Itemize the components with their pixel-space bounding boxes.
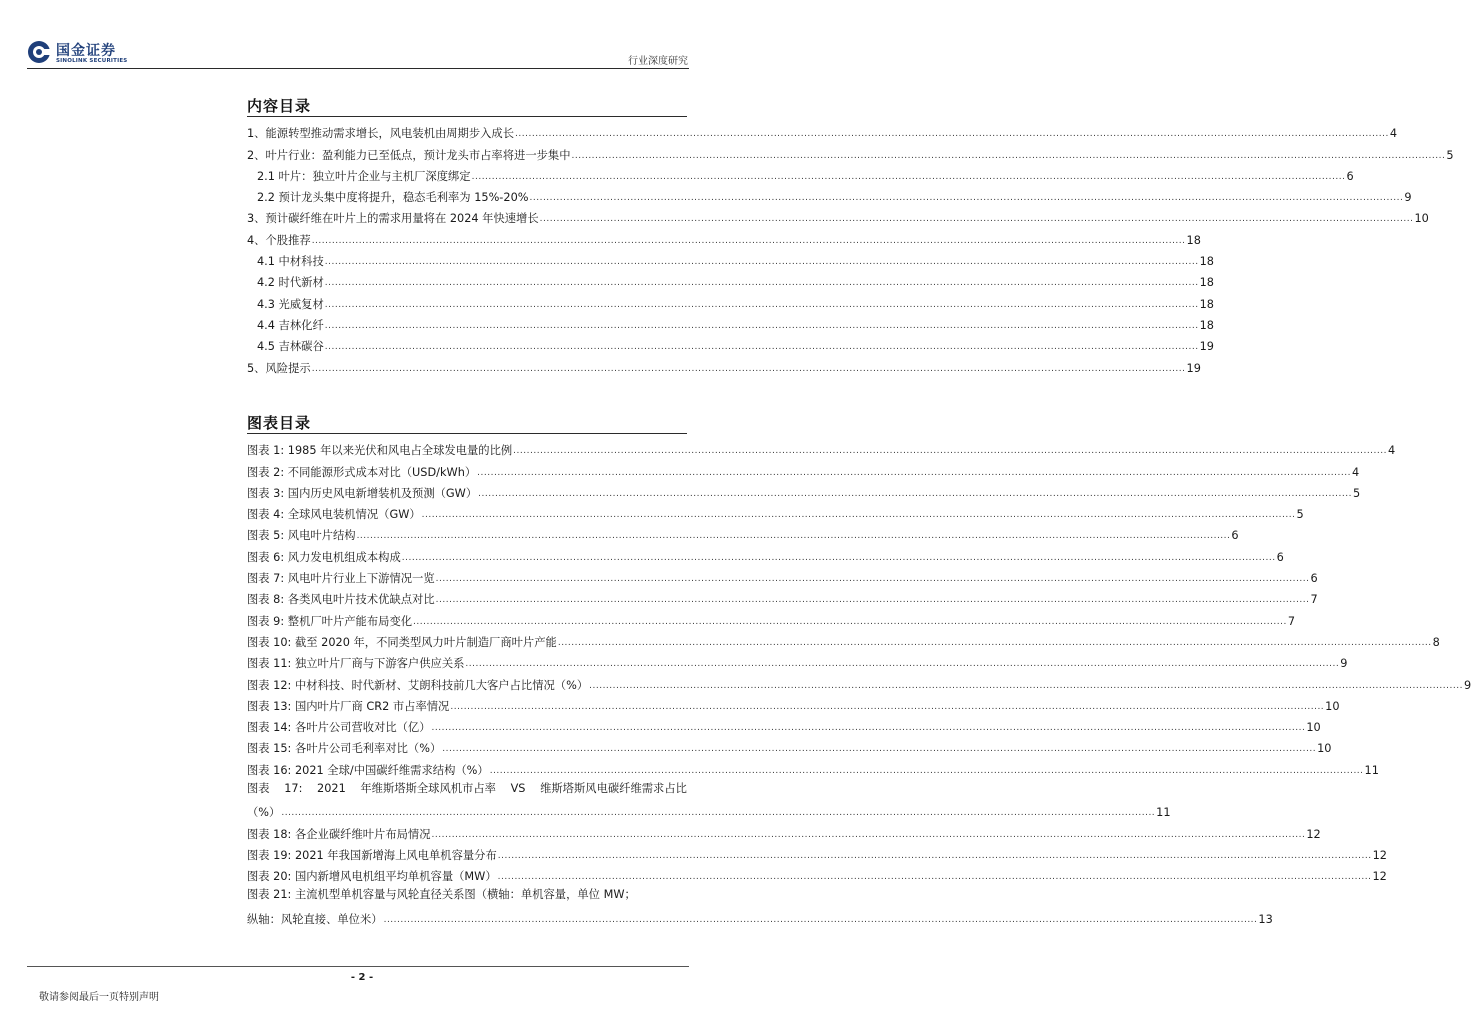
toc-page-number: 19 <box>1186 361 1201 375</box>
dot-leader: .................................................................................................................................................................................................................................................................... <box>324 342 1199 353</box>
toc-row[interactable] <box>247 333 1214 354</box>
toc-entry-label: 图表 4: 全球风电装机情况（GW） <box>247 508 421 522</box>
toc-page-number: 13 <box>1258 912 1273 926</box>
toc-page-number: 9 <box>1463 678 1471 692</box>
toc-entry-label: 纵轴：风轮直接、单位米） <box>247 912 383 926</box>
toc-entry-label: 图表 20: 国内新增风电机组平均单机容量（MW） <box>247 870 497 884</box>
dot-leader: .................................................................................................................................................................................................................................................................... <box>281 808 1156 819</box>
toc-row[interactable] <box>247 141 1454 162</box>
toc-entry-label: 图表 6: 风力发电机组成本构成 <box>247 550 401 564</box>
toc-page-number: 6 <box>1231 529 1239 543</box>
dot-leader: .................................................................................................................................................................................................................................................................... <box>311 363 1186 374</box>
toc-row[interactable] <box>247 756 1379 777</box>
toc-row[interactable] <box>247 480 1361 501</box>
toc-page-number: 4 <box>1351 465 1360 479</box>
toc-row[interactable] <box>247 458 1360 479</box>
toc-entry-label: 图表 2: 不同能源形式成本对比（USD/kWh） <box>247 465 477 479</box>
dot-leader: .................................................................................................................................................................................................................................................................... <box>401 552 1276 563</box>
toc-page-number: 9 <box>1340 657 1348 671</box>
toc-row[interactable] <box>247 842 1387 863</box>
document-type: 行业深度研究 <box>628 56 688 67</box>
dot-leader: .................................................................................................................................................................................................................................................................... <box>435 595 1310 606</box>
toc-entry-label: 3、预计碳纤维在叶片上的需求用量将在 2024 年快速增长 <box>247 212 539 226</box>
toc-page-number: 11 <box>1156 806 1171 820</box>
dot-leader: .................................................................................................................................................................................................................................................................... <box>589 680 1463 691</box>
toc-entry-label: 图表 1: 1985 年以来光伏和风电占全球发电量的比例 <box>247 444 513 458</box>
toc-entry-label: 4.4 吉林化纤 <box>257 318 324 332</box>
toc-entry-label: 图表 10: 截至 2020 年，不同类型风力叶片制造厂商叶片产能 <box>247 635 557 649</box>
toc-page-number: 18 <box>1199 318 1214 332</box>
toc-row[interactable] <box>247 586 1318 607</box>
toc-entry-label: 4.3 光威复材 <box>257 297 324 311</box>
toc-row[interactable] <box>247 543 1284 564</box>
toc-entry-label: 1、能源转型推动需求增长，风电装机由周期步入成长 <box>247 127 515 141</box>
toc-page-number: 10 <box>1317 742 1332 756</box>
toc-row[interactable] <box>247 269 1214 290</box>
toc-entry-label: 2.2 预计龙头集中度将提升，稳态毛利率为 15%-20% <box>257 191 529 205</box>
toc-page-number: 18 <box>1199 276 1214 290</box>
toc-row[interactable] <box>247 693 1340 714</box>
toc-page-number: 7 <box>1310 593 1318 607</box>
dot-leader: .................................................................................................................................................................................................................................................................... <box>515 129 1389 140</box>
dot-leader: .................................................................................................................................................................................................................................................................... <box>471 171 1346 182</box>
dot-leader: .................................................................................................................................................................................................................................................................... <box>324 257 1199 268</box>
toc-row[interactable] <box>247 820 1321 841</box>
dot-leader: .................................................................................................................................................................................................................................................................... <box>571 150 1446 161</box>
toc-entry-label: 图表 18: 各企业碳纤维叶片布局情况 <box>247 827 431 841</box>
toc-page-number: 12 <box>1372 848 1387 862</box>
contents-title: 内容目录 <box>247 97 312 115</box>
toc-row[interactable] <box>247 290 1214 311</box>
dot-leader: .................................................................................................................................................................................................................................................................... <box>557 637 1432 648</box>
contents-rule <box>247 116 687 117</box>
toc-entry-label: 2、叶片行业：盈利能力已至低点，预计龙头市占率将进一步集中 <box>247 148 571 162</box>
toc-page-number: 10 <box>1306 721 1321 735</box>
disclaimer-note: 敬请参阅最后一页特别声明 <box>39 992 159 1003</box>
toc-page-number: 9 <box>1404 191 1412 205</box>
toc-entry-label: 图表 16: 2021 全球/中国碳纤维需求结构（%） <box>247 763 489 777</box>
dot-leader: .................................................................................................................................................................................................................................................................... <box>435 574 1310 585</box>
toc-page-number: 10 <box>1325 699 1340 713</box>
toc-row[interactable] <box>247 522 1239 543</box>
toc-entry-label: 4.2 时代新材 <box>257 276 324 290</box>
toc-entry-line1 <box>247 778 687 799</box>
toc-row[interactable] <box>247 799 1171 820</box>
toc-row[interactable] <box>247 650 1348 671</box>
toc-row[interactable] <box>247 565 1318 586</box>
toc-entry-label: 2.1 叶片：独立叶片企业与主机厂深度绑定 <box>257 169 471 183</box>
toc-entry-label: 图表 5: 风电叶片结构 <box>247 529 356 543</box>
dot-leader: .................................................................................................................................................................................................................................................................... <box>442 744 1317 755</box>
toc-row[interactable] <box>247 184 1412 205</box>
toc-row[interactable] <box>247 501 1304 522</box>
toc-entry-label: 图表 3: 国内历史风电新增装机及预测（GW） <box>247 486 478 500</box>
toc-page-number: 5 <box>1352 486 1361 500</box>
toc-page-number: 6 <box>1346 169 1354 183</box>
toc-row[interactable] <box>247 863 1387 884</box>
toc-row[interactable] <box>247 354 1201 375</box>
header-divider <box>27 68 689 69</box>
dot-leader: .................................................................................................................................................................................................................................................................... <box>383 914 1258 925</box>
toc-row[interactable] <box>247 906 1273 927</box>
dot-leader: .................................................................................................................................................................................................................................................................... <box>497 850 1372 861</box>
dot-leader: .................................................................................................................................................................................................................................................................... <box>513 446 1387 457</box>
dot-leader: .................................................................................................................................................................................................................................................................... <box>529 193 1404 204</box>
toc-row[interactable] <box>247 120 1398 141</box>
toc-entry-label: 5、风险提示 <box>247 361 311 375</box>
toc-row[interactable] <box>247 607 1296 628</box>
toc-entry-label: 4、个股推荐 <box>247 233 311 247</box>
figures-rule <box>247 433 687 434</box>
dot-leader: .................................................................................................................................................................................................................................................................... <box>431 723 1306 734</box>
page-header <box>0 0 724 74</box>
toc-row[interactable] <box>247 735 1332 756</box>
toc-page-number: 18 <box>1186 233 1201 247</box>
dot-leader: .................................................................................................................................................................................................................................................................... <box>413 616 1287 627</box>
dot-leader: .................................................................................................................................................................................................................................................................... <box>497 872 1372 883</box>
dot-leader: .................................................................................................................................................................................................................................................................... <box>324 320 1199 331</box>
dot-leader: .................................................................................................................................................................................................................................................................... <box>539 214 1414 225</box>
dot-leader: .................................................................................................................................................................................................................................................................... <box>324 299 1199 310</box>
company-logo <box>27 40 147 70</box>
dot-leader: .................................................................................................................................................................................................................................................................... <box>465 659 1340 670</box>
dot-leader: .................................................................................................................................................................................................................................................................... <box>489 765 1364 776</box>
toc-page-number: 5 <box>1296 508 1304 522</box>
toc-page-number: 11 <box>1364 763 1379 777</box>
toc-entry-label: 图表 15: 各叶片公司毛利率对比（%） <box>247 742 442 756</box>
toc-page-number: 5 <box>1446 148 1454 162</box>
toc-page-number: 6 <box>1276 550 1284 564</box>
logo-english-name: SINOLINK SECURITIES <box>56 58 128 64</box>
toc-entry-word: 年维斯塔斯全球风机市占率 <box>360 781 496 795</box>
toc-entry-label: 图表 12: 中材科技、时代新材、艾朗科技前几大客户占比情况（%） <box>247 678 589 692</box>
toc-entry-word: 17: <box>284 781 303 795</box>
toc-page-number: 8 <box>1432 635 1440 649</box>
dot-leader: .................................................................................................................................................................................................................................................................... <box>478 488 1352 499</box>
toc-entry-label: 图表 9: 整机厂叶片产能布局变化 <box>247 614 413 628</box>
toc-entry-word: VS <box>510 781 526 795</box>
toc-entry-label: 图表 8: 各类风电叶片技术优缺点对比 <box>247 593 435 607</box>
figures-list <box>247 437 1471 927</box>
toc-entry-word: 维斯塔斯风电碳纤维需求占比 <box>540 781 687 795</box>
dot-leader: .................................................................................................................................................................................................................................................................... <box>421 510 1296 521</box>
dot-leader: .................................................................................................................................................................................................................................................................... <box>450 701 1325 712</box>
toc-page-number: 12 <box>1372 870 1387 884</box>
toc-row[interactable] <box>247 312 1214 333</box>
toc-row[interactable] <box>247 205 1429 226</box>
toc-page-number: 18 <box>1199 297 1214 311</box>
toc-entry-line1[interactable]: 图表 21: 主流机型单机容量与风轮直径关系图（横轴：单机容量，单位 MW； <box>247 888 636 902</box>
toc-entry-label: 图表 11: 独立叶片厂商与下游客户供应关系 <box>247 657 465 671</box>
toc-entry-word: 图表 <box>247 781 270 795</box>
toc-entry-label: 图表 13: 国内叶片厂商 CR2 市占率情况 <box>247 699 450 713</box>
toc-row[interactable] <box>247 778 687 799</box>
toc-page-number: 7 <box>1287 614 1296 628</box>
dot-leader: .................................................................................................................................................................................................................................................................... <box>356 531 1231 542</box>
toc-page-number: 10 <box>1414 212 1429 226</box>
dot-leader: .................................................................................................................................................................................................................................................................... <box>324 278 1199 289</box>
toc-page-number: 4 <box>1388 444 1396 458</box>
toc-page-number: 12 <box>1306 827 1321 841</box>
footer-divider <box>27 966 689 967</box>
toc-page-number: 6 <box>1310 572 1318 586</box>
toc-row[interactable] <box>247 163 1354 184</box>
toc-entry-label: 图表 7: 风电叶片行业上下游情况一览 <box>247 572 435 586</box>
contents-list <box>247 120 1454 376</box>
figures-title: 图表目录 <box>247 414 312 432</box>
toc-entry-label: 4.1 中材科技 <box>257 255 324 269</box>
toc-page-number: 18 <box>1199 255 1214 269</box>
toc-row[interactable] <box>247 248 1214 269</box>
toc-entry-label: 图表 19: 2021 年我国新增海上风电单机容量分布 <box>247 848 497 862</box>
page-number: - 2 - <box>350 972 374 983</box>
toc-row[interactable] <box>247 671 1471 692</box>
toc-entry-label: 4.5 吉林碳谷 <box>257 340 324 354</box>
toc-entry-label: 图表 14: 各叶片公司营收对比（亿） <box>247 721 431 735</box>
toc-row[interactable] <box>247 714 1321 735</box>
toc-row[interactable] <box>247 629 1440 650</box>
toc-row[interactable] <box>247 226 1201 247</box>
dot-leader: .................................................................................................................................................................................................................................................................... <box>431 829 1306 840</box>
toc-entry-label: （%） <box>247 806 281 820</box>
toc-page-number: 19 <box>1199 340 1214 354</box>
logo-chinese-name: 国金证券 <box>56 43 116 59</box>
dot-leader: .................................................................................................................................................................................................................................................................... <box>477 467 1351 478</box>
toc-page-number: 4 <box>1389 127 1398 141</box>
toc-entry-word: 2021 <box>317 781 346 795</box>
logo-mark-icon <box>27 40 51 64</box>
dot-leader: .................................................................................................................................................................................................................................................................... <box>311 235 1186 246</box>
toc-row[interactable] <box>247 437 1396 458</box>
